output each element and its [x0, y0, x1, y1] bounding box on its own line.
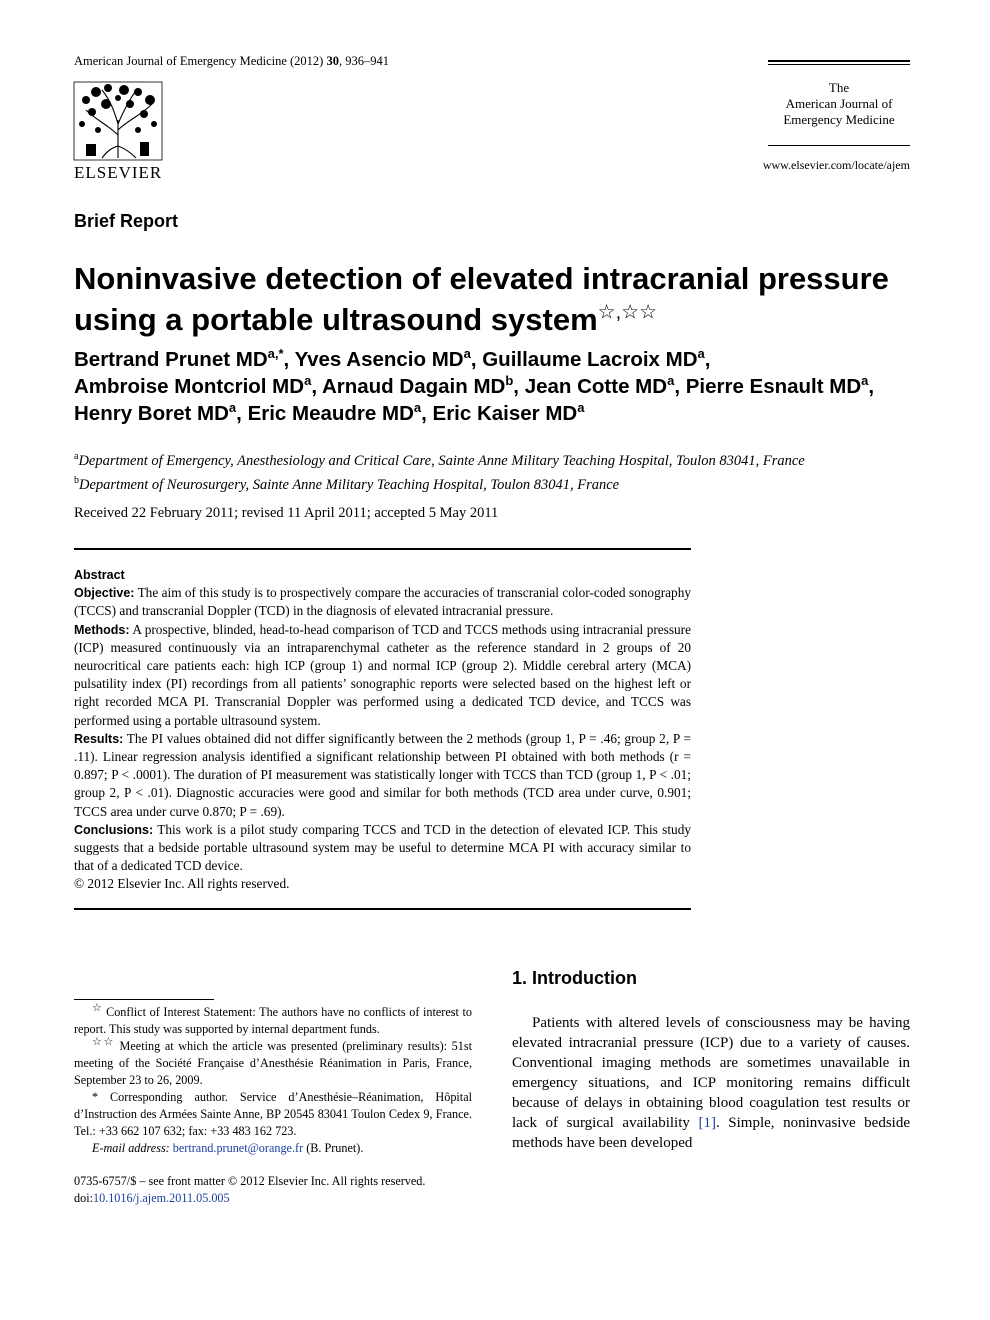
- author[interactable]: Jean Cotte $MD^a$: [524, 373, 675, 398]
- author[interactable]: Eric Kaiser $MD^a$: [432, 400, 585, 425]
- affiliation-a: $^a$Department of Emergency, Anesthesiology and Critical Care, Sainte Anne Military Teaching Hospital, Toulon 83041, France: [74, 451, 805, 469]
- received-dates: Received 22 February 2011; revised 11 April 2011; accepted 5 May 2011: [74, 505, 499, 521]
- abstract-methods: Methods: A prospective, blinded, head-to-head comparison of TCD and TCCS methods using intracranial pressure (ICP) measured continuously via an intraparenchymal catheter as the reference standard in 2 groups of 20 neurocritical care patients each: high ICP (group 1) and normal ICP (group 2). Middle cerebral artery (MCA) pulsatility index (PI) recordings from all patients’ sonographic reports were selected based on the highest left or right recorded MCA PI. Transcranial Doppler was performed using a dedicated TCD device, and TCCS was performed using a portable ultrasound system.: [74, 621, 691, 728]
- article-title: Noninvasive detection of elevated intracranial pressure using a portable ultrasound system☆,☆☆: [74, 261, 889, 337]
- article-type: Brief Report: [74, 211, 179, 231]
- title-footnote-marks[interactable]: ☆,☆☆: [597, 301, 658, 324]
- journal-citation: American Journal of Emergency Medicine (2012) 30, 936–941: [74, 54, 389, 68]
- author[interactable]: Eric Meaudre $MD^a$: [247, 400, 422, 425]
- author[interactable]: Guillaume Lacroix $MD^a$: [482, 346, 705, 371]
- abstract: [74, 566, 691, 894]
- publisher-name: ELSEVIER: [74, 163, 163, 182]
- author[interactable]: Arnaud Dagain $MD^b$: [321, 373, 514, 398]
- author[interactable]: Yves Asencio $MD^a$: [294, 346, 471, 371]
- footnote-meeting: ☆☆ Meeting at which the article was presented (preliminary results): 51st meeting of the Société Française d’Anesthésie Réanimation in Paris, France, September 23 to 26, 2009.: [74, 1035, 472, 1087]
- issn-doi: 0735-6757/$ – see front matter © 2012 Elsevier Inc. All rights reserved. doi:10.1016/j.ajem.2011.05.005: [74, 1174, 426, 1205]
- abstract-results: Results: The PI values obtained did not differ significantly between the 2 methods (group 1, P = .46; group 2, P = .11). Linear regression analysis identified a significant relationship between PI obtained with both methods (r = 0.897; P < .0001). The duration of PI measurement was statistically longer with TCCS than TCD (group 1, P < .01; group 2, P < .01). Diagnostic accuracies were good and similar for both methods (TCD area under curve, 0.901; TCCS area under curve 0.870; P = .69).: [74, 730, 691, 819]
- author-list: Bertrand Prunet $MD^{a,*}$, Yves Asencio $MD^a$, Guillaume Lacroix $MD^a$, Ambroise Montcriol $MD^a$, Arnaud Dagain $MD^b$, Jean Cotte $MD^a$, Pierre Esnault $MD^a$, Henry Boret $MD^a$, Eric Meaudre $MD^a$, Eric Kaiser $MD^a$: [74, 346, 875, 425]
- abstract-objective: Objective: The aim of this study is to prospectively compare the accuracies of transcranial color-coded sonography (TCCS) and transcranial Doppler (TCD) in the diagnosis of elevated intracranial pressure.: [74, 585, 691, 619]
- email-link[interactable]: bertrand.prunet@orange.fr: [172, 1141, 304, 1155]
- journal-name: The American Journal of Emergency Medicine: [783, 80, 895, 127]
- abstract-rule-top: [74, 548, 691, 550]
- author[interactable]: Ambroise Montcriol $MD^a$: [74, 373, 312, 398]
- reference-link[interactable]: [1]: [698, 1115, 716, 1131]
- author[interactable]: Pierre Esnault $MD^a$: [685, 373, 869, 398]
- affiliations: [74, 447, 924, 495]
- footnote-corresponding: * Corresponding author. Service d’Anesthésie–Réanimation, Hôpital d’Instruction des Armées Sainte Anne, BP 20545 83041 Toulon Cedex 9, France. Tel.: +33 662 107 632; fax: +33 483 162 723.: [74, 1090, 472, 1138]
- footnote-rule: [74, 999, 214, 1000]
- introduction-text: Patients with altered levels of consciousness may be having elevated intracranial pressure (ICP) due to a variety of causes. Conventional imaging methods are sometimes unavailable in emergency situations, and ICP monitoring remains difficult because of delays in obtaining blood coagulation test results or lack of surgical availability [1]. Simple, noninvasive bedside methods have been developed: [512, 1015, 911, 1151]
- abstract-conclusions: Conclusions: This work is a pilot study comparing TCCS and TCD in the detection of elevated ICP. This study suggests that a bedside portable ultrasound system may be useful to determine MCA PI with accuracy similar to that of a dedicated TCD device.: [74, 821, 691, 874]
- introduction-heading: 1. Introduction: [512, 968, 637, 988]
- footnote-conflict: ☆ Conflict of Interest Statement: The authors have no conflicts of interest to report. This study was supported by internal department funds.: [74, 1001, 472, 1036]
- journal-rule-top-thin: [768, 64, 910, 65]
- author[interactable]: Henry Boret $MD^a$: [74, 400, 237, 425]
- footnote-email: E-mail address: bertrand.prunet@orange.fr (B. Prunet).: [92, 1141, 364, 1155]
- author[interactable]: Bertrand Prunet $MD^{a,*}$: [74, 346, 284, 371]
- abstract-copyright: © 2012 Elsevier Inc. All rights reserved.: [74, 876, 290, 892]
- journal-url[interactable]: www.elsevier.com/locate/ajem: [762, 158, 910, 172]
- footnotes: [74, 1001, 472, 1157]
- affiliation-b: $^b$Department of Neurosurgery, Sainte Anne Military Teaching Hospital, Toulon 83041, France: [74, 474, 620, 493]
- abstract-heading: Abstract: [74, 568, 125, 582]
- abstract-rule-bottom: [74, 908, 691, 910]
- journal-rule-top: [768, 60, 910, 62]
- doi-link[interactable]: 10.1016/j.ajem.2011.05.005: [92, 1191, 230, 1205]
- journal-rule-bottom: [768, 145, 910, 146]
